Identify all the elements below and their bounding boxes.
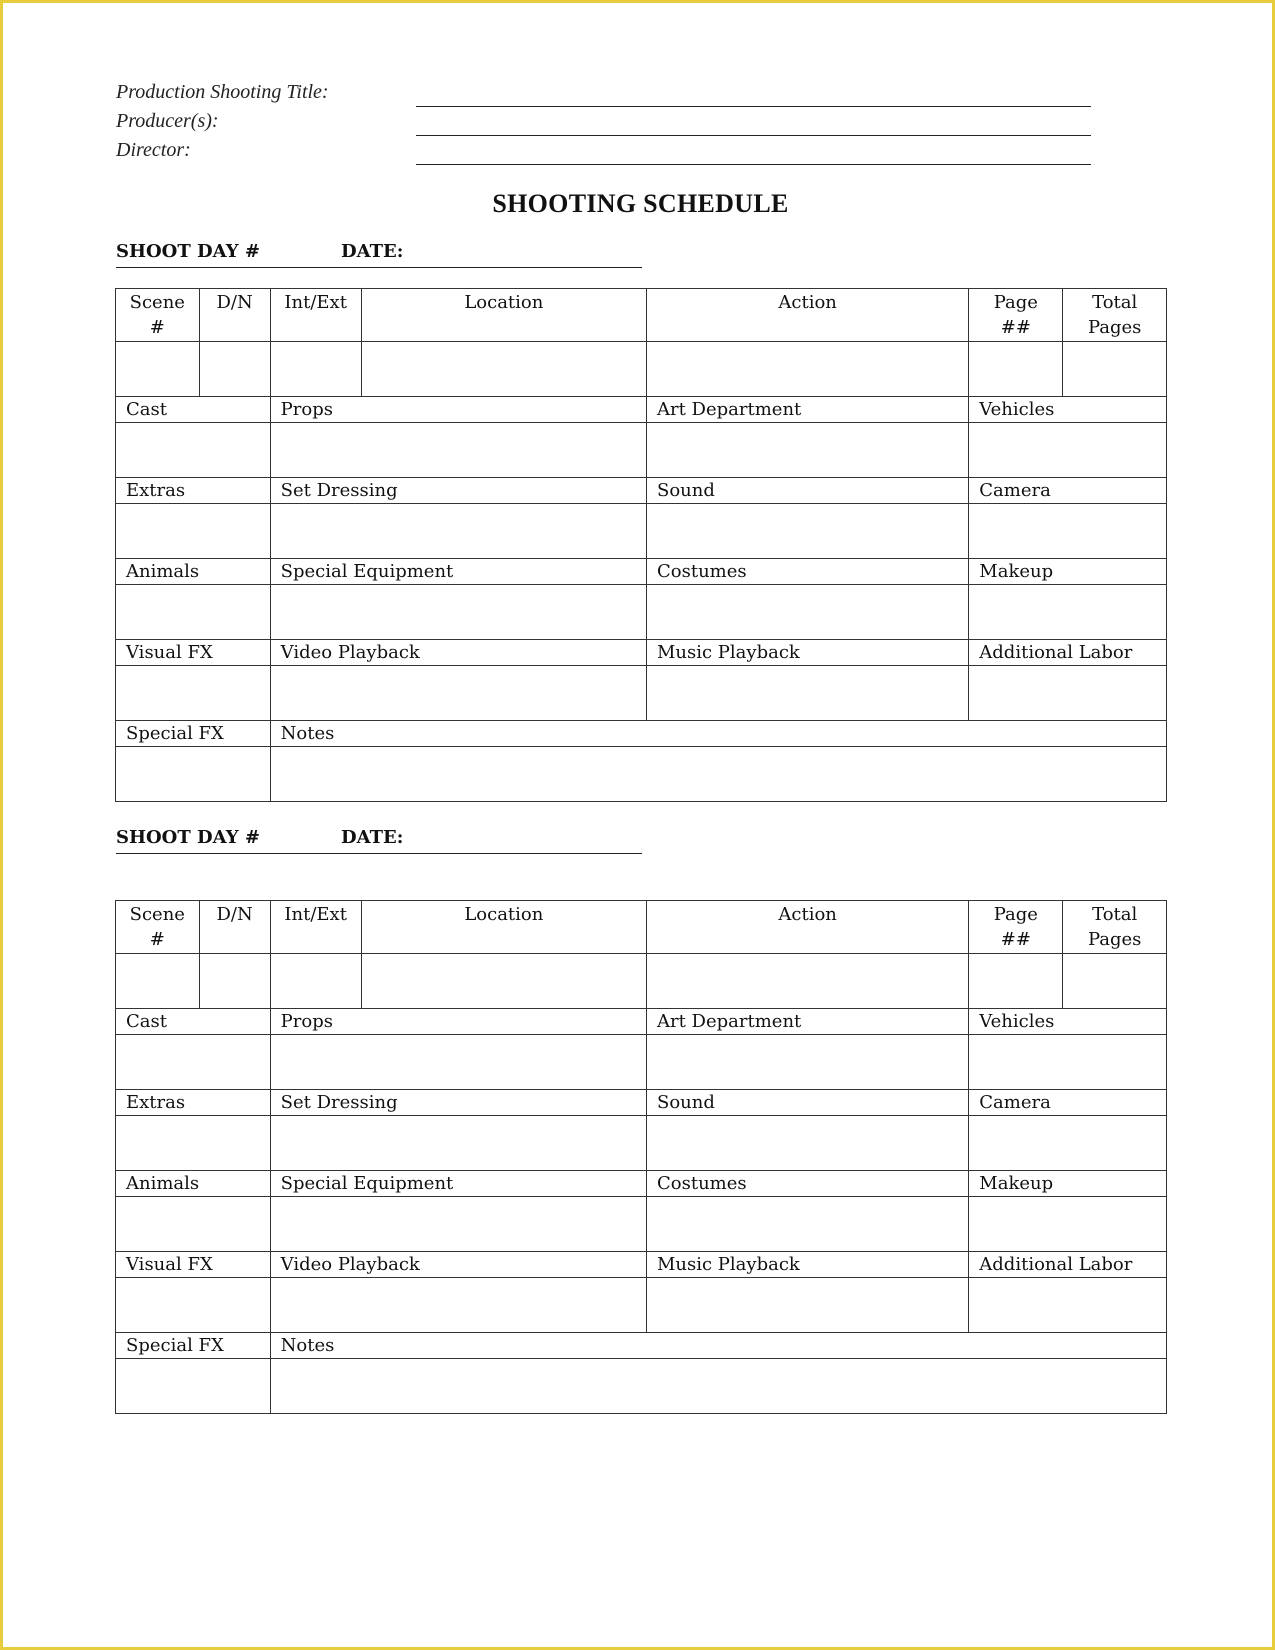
total-pages-cell[interactable] xyxy=(1063,953,1166,1008)
special-fx-box[interactable] xyxy=(116,1358,270,1413)
cast-label: Cast xyxy=(116,396,270,422)
sound-label: Sound xyxy=(646,1089,968,1115)
animals-label: Animals xyxy=(116,558,270,584)
extras-label: Extras xyxy=(116,477,270,503)
col-scene: Scene # xyxy=(116,289,199,341)
set-dressing-label: Set Dressing xyxy=(270,1089,646,1115)
notes-label: Notes xyxy=(270,1332,1166,1358)
scene-cell[interactable] xyxy=(116,341,199,396)
animals-box[interactable] xyxy=(116,584,270,639)
location-cell[interactable] xyxy=(361,341,646,396)
visual-fx-box[interactable] xyxy=(116,665,270,720)
col-location: Location xyxy=(361,901,646,953)
costumes-label: Costumes xyxy=(646,1170,968,1196)
col-page: Page ## xyxy=(969,901,1063,953)
col-dn: D/N xyxy=(199,289,270,341)
music-playback-box[interactable] xyxy=(646,665,968,720)
action-cell[interactable] xyxy=(646,953,968,1008)
shoot-day-label: SHOOT DAY # xyxy=(116,827,260,848)
special-fx-label: Special FX xyxy=(116,720,270,746)
visual-fx-label: Visual FX xyxy=(116,639,270,665)
dn-cell[interactable] xyxy=(199,341,270,396)
special-equipment-label: Special Equipment xyxy=(270,558,646,584)
special-equipment-box[interactable] xyxy=(270,584,646,639)
camera-box[interactable] xyxy=(969,1115,1166,1170)
col-intext: Int/Ext xyxy=(270,289,361,341)
vehicles-label: Vehicles xyxy=(969,1008,1166,1034)
col-total-pages: Total Pages xyxy=(1063,901,1166,953)
set-dressing-label: Set Dressing xyxy=(270,477,646,503)
camera-label: Camera xyxy=(969,477,1166,503)
special-equipment-label: Special Equipment xyxy=(270,1170,646,1196)
video-playback-box[interactable] xyxy=(270,1277,646,1332)
shoot-day-line-2[interactable] xyxy=(116,827,642,854)
page-title: SHOOTING SCHEDULE xyxy=(492,189,789,218)
intext-cell[interactable] xyxy=(270,953,361,1008)
animals-label: Animals xyxy=(116,1170,270,1196)
set-dressing-box[interactable] xyxy=(270,503,646,558)
props-label: Props xyxy=(270,1008,646,1034)
art-department-label: Art Department xyxy=(646,1008,968,1034)
production-title-field[interactable] xyxy=(416,106,1091,107)
location-cell[interactable] xyxy=(361,953,646,1008)
schedule-table-2 xyxy=(115,900,1167,1414)
producers-label: Producer(s): xyxy=(116,110,219,132)
special-fx-label: Special FX xyxy=(116,1332,270,1358)
vehicles-box[interactable] xyxy=(969,1034,1166,1089)
music-playback-box[interactable] xyxy=(646,1277,968,1332)
col-location: Location xyxy=(361,289,646,341)
extras-box[interactable] xyxy=(116,503,270,558)
music-playback-label: Music Playback xyxy=(646,639,968,665)
vehicles-box[interactable] xyxy=(969,422,1166,477)
notes-box[interactable] xyxy=(270,746,1166,801)
production-title-label: Production Shooting Title: xyxy=(116,81,329,103)
sound-box[interactable] xyxy=(646,503,968,558)
cast-box[interactable] xyxy=(116,1034,270,1089)
props-box[interactable] xyxy=(270,422,646,477)
extras-label: Extras xyxy=(116,1089,270,1115)
date-label: DATE: xyxy=(341,827,404,848)
col-scene: Scene # xyxy=(116,901,199,953)
col-intext: Int/Ext xyxy=(270,901,361,953)
video-playback-box[interactable] xyxy=(270,665,646,720)
makeup-label: Makeup xyxy=(969,1170,1166,1196)
camera-box[interactable] xyxy=(969,503,1166,558)
sound-label: Sound xyxy=(646,477,968,503)
additional-labor-label: Additional Labor xyxy=(969,639,1166,665)
col-action: Action xyxy=(646,901,968,953)
vehicles-label: Vehicles xyxy=(969,396,1166,422)
director-field[interactable] xyxy=(416,164,1091,165)
page-cell[interactable] xyxy=(969,953,1063,1008)
cast-box[interactable] xyxy=(116,422,270,477)
col-dn: D/N xyxy=(199,901,270,953)
director-row xyxy=(116,139,1091,165)
props-label: Props xyxy=(270,396,646,422)
additional-labor-box[interactable] xyxy=(969,1277,1166,1332)
producers-field[interactable] xyxy=(416,135,1091,136)
visual-fx-box[interactable] xyxy=(116,1277,270,1332)
director-label: Director: xyxy=(116,139,191,161)
dn-cell[interactable] xyxy=(199,953,270,1008)
set-dressing-box[interactable] xyxy=(270,1115,646,1170)
makeup-label: Makeup xyxy=(969,558,1166,584)
additional-labor-label: Additional Labor xyxy=(969,1251,1166,1277)
art-department-label: Art Department xyxy=(646,396,968,422)
makeup-box[interactable] xyxy=(969,1196,1166,1251)
shoot-day-line-1[interactable] xyxy=(116,241,642,268)
costumes-label: Costumes xyxy=(646,558,968,584)
total-pages-cell[interactable] xyxy=(1063,341,1166,396)
makeup-box[interactable] xyxy=(969,584,1166,639)
special-equipment-box[interactable] xyxy=(270,1196,646,1251)
costumes-box[interactable] xyxy=(646,1196,968,1251)
props-box[interactable] xyxy=(270,1034,646,1089)
extras-box[interactable] xyxy=(116,1115,270,1170)
music-playback-label: Music Playback xyxy=(646,1251,968,1277)
sound-box[interactable] xyxy=(646,1115,968,1170)
action-cell[interactable] xyxy=(646,341,968,396)
producers-row xyxy=(116,110,1091,136)
shoot-day-label: SHOOT DAY # xyxy=(116,241,260,262)
art-department-box[interactable] xyxy=(646,422,968,477)
col-total-pages: Total Pages xyxy=(1063,289,1166,341)
col-page: Page ## xyxy=(969,289,1063,341)
video-playback-label: Video Playback xyxy=(270,1251,646,1277)
notes-box[interactable] xyxy=(270,1358,1166,1413)
notes-label: Notes xyxy=(270,720,1166,746)
visual-fx-label: Visual FX xyxy=(116,1251,270,1277)
scene-cell[interactable] xyxy=(116,953,199,1008)
camera-label: Camera xyxy=(969,1089,1166,1115)
production-title-row xyxy=(116,81,1091,107)
animals-box[interactable] xyxy=(116,1196,270,1251)
additional-labor-box[interactable] xyxy=(969,665,1166,720)
date-label: DATE: xyxy=(341,241,404,262)
intext-cell[interactable] xyxy=(270,341,361,396)
video-playback-label: Video Playback xyxy=(270,639,646,665)
art-department-box[interactable] xyxy=(646,1034,968,1089)
col-action: Action xyxy=(646,289,968,341)
costumes-box[interactable] xyxy=(646,584,968,639)
schedule-table-1 xyxy=(115,288,1167,802)
cast-label: Cast xyxy=(116,1008,270,1034)
page-cell[interactable] xyxy=(969,341,1063,396)
special-fx-box[interactable] xyxy=(116,746,270,801)
